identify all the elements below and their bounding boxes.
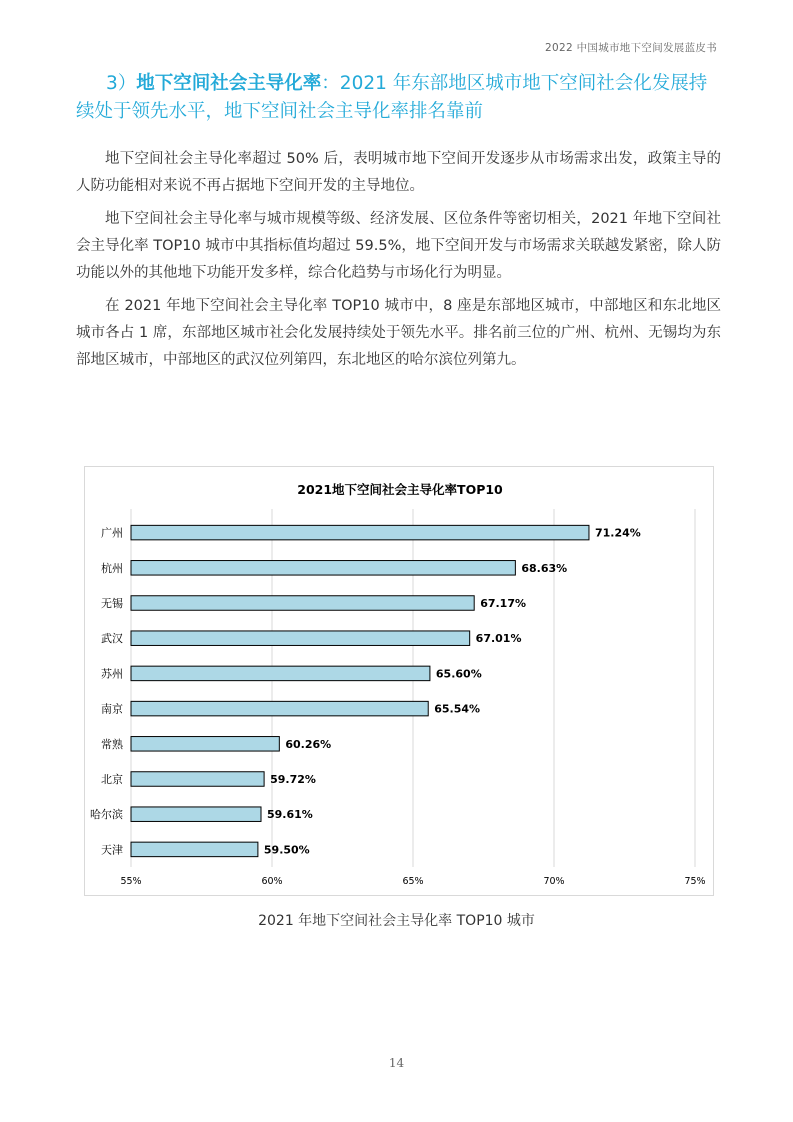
bar	[131, 701, 428, 716]
x-tick-label: 65%	[402, 876, 424, 887]
category-label: 北京	[101, 773, 123, 786]
bar	[131, 807, 261, 822]
category-label: 天津	[101, 843, 123, 857]
bar-chart-svg	[85, 467, 715, 897]
data-label: 67.01%	[475, 632, 522, 646]
category-label: 武汉	[101, 632, 123, 646]
data-label: 68.63%	[521, 561, 568, 575]
data-label: 67.17%	[480, 597, 527, 610]
bar	[131, 772, 264, 787]
body-text	[76, 146, 721, 380]
section-title	[76, 70, 721, 126]
category-label: 无锡	[101, 597, 123, 610]
paragraph: 地下空间社会主导化率超过 50% 后，表明城市地下空间开发逐步从市场需求出发，政策主导的人防功能相对来说不再占据地下空间开发的主导地位。	[76, 151, 721, 194]
paragraph: 在 2021 年地下空间社会主导化率 TOP10 城市中，8 座是东部地区城市，中部地区和东北地区城市各占 1 席，东部地区城市社会化发展持续处于领先水平。排名前三位的广州、杭州、无锡均为东部地区城市，中部地区的武汉位列第四，东北地区的哈尔滨位列第九。	[76, 298, 721, 368]
bar	[131, 525, 589, 540]
section-title-rest: ：2021 年东部地区城市地下空间社会化发展持续处于领先水平，地下空间社会主导化率排名靠前	[76, 73, 708, 122]
data-label: 65.54%	[434, 702, 481, 716]
figure-caption: 2021 年地下空间社会主导化率 TOP10 城市	[258, 913, 535, 929]
bar	[131, 596, 474, 611]
section-title-bold: 地下空间社会主导化率	[136, 73, 322, 94]
category-label: 哈尔滨	[90, 808, 123, 822]
bar	[131, 737, 279, 752]
data-label: 71.24%	[594, 526, 641, 540]
paragraph: 地下空间社会主导化率与城市规模等级、经济发展、区位条件等密切相关，2021 年地下空间社会主导化率 TOP10 城市中其指标值均超过 59.5%，地下空间开发与市场需求关联越发紧密，除人防功能以外的其他地下功能开发多样，综合化趋势与市场化行为明显。	[76, 211, 721, 281]
x-tick-label: 55%	[120, 876, 142, 887]
data-label: 65.60%	[435, 667, 482, 681]
x-tick-label: 60%	[261, 876, 283, 887]
data-label: 59.72%	[270, 773, 316, 786]
x-tick-label: 75%	[684, 876, 706, 887]
bar	[131, 842, 258, 857]
bar	[131, 631, 470, 646]
running-header: 2022 中国城市地下空间发展蓝皮书	[545, 42, 717, 54]
chart-title: 2021地下空间社会主导化率TOP10	[297, 482, 503, 497]
category-label: 南京	[101, 702, 123, 716]
data-label: 59.61%	[267, 808, 313, 822]
data-label: 59.50%	[263, 843, 310, 857]
data-label: 60.26%	[285, 737, 332, 751]
section-number: 3）	[106, 73, 137, 94]
bar	[131, 561, 515, 576]
bar	[131, 666, 430, 681]
category-label: 杭州	[101, 561, 123, 575]
bar-chart	[84, 466, 714, 896]
x-tick-label: 70%	[543, 876, 565, 887]
page-number: 14	[388, 1056, 405, 1070]
category-label: 广州	[101, 526, 123, 540]
category-label: 苏州	[101, 667, 123, 681]
category-label: 常熟	[101, 737, 123, 751]
